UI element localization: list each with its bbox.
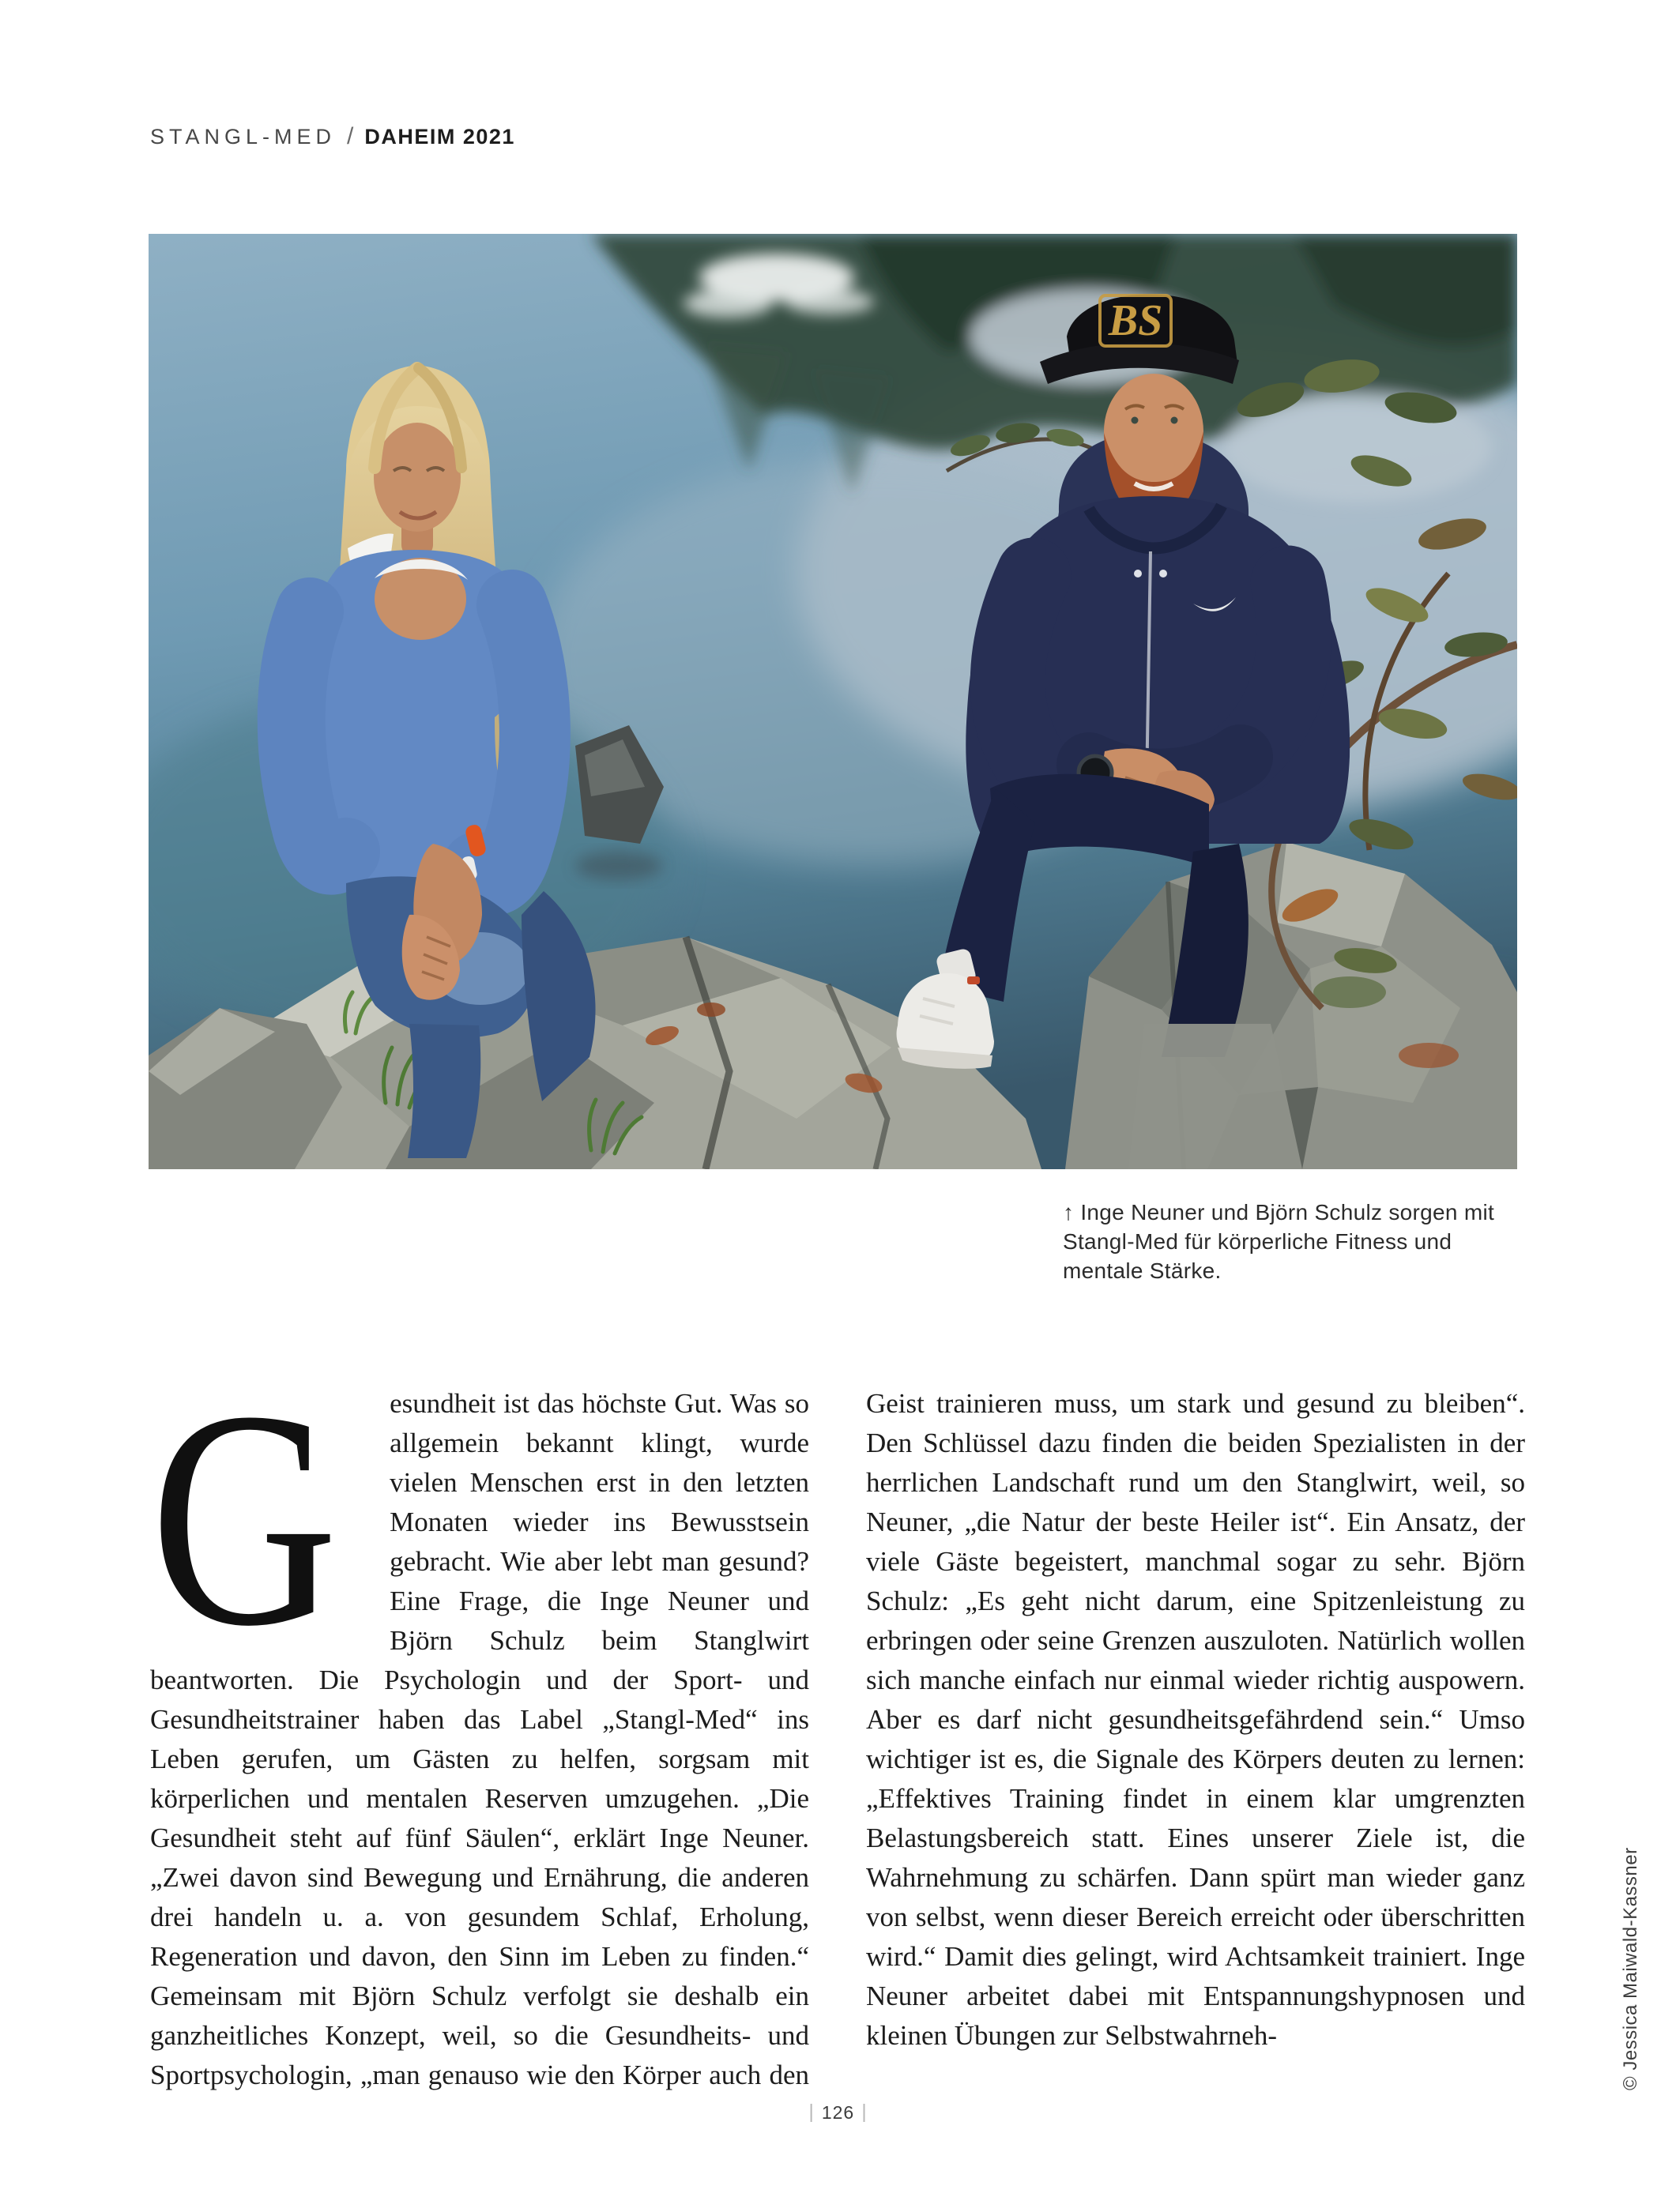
cap-logo: BS	[1108, 296, 1163, 345]
page-number-bar-right: |	[861, 2101, 868, 2123]
photo-caption-text: Inge Neuner und Björn Schulz sorgen mit Stangl-Med für körperliche Fitness und mentale Stärke.	[1063, 1200, 1495, 1283]
page-header	[150, 123, 515, 150]
woman-face	[374, 423, 461, 532]
photo-caption	[1063, 1198, 1537, 1285]
article-text: esundheit ist das höchste Gut. Was so allgemein bekannt klingt, wurde vielen Menschen erst in den letzten Monaten wieder ins Bewusstsein gebracht. Wie aber lebt man gesund? Eine Frage, die Inge Neuner und Björn Schulz beim Stanglwirt beantworten. Die Psychologin und der Sport- und Gesundheitstrainer haben das Label „Stangl-Med“ ins Leben gerufen, um Gästen zu helfen, sorgsam mit körperlichen und mentalen Reserven umzugehen. „Die Gesundheit steht auf fünf Säulen“, erklärt Inge Neuner. „Zwei davon sind Bewegung und Ernährung, die anderen drei handeln u. a. von gesundem Schlaf, Erholung, Regeneration und davon, den Sinn im Leben zu finden.“ Gemeinsam mit Björn Schulz verfolgt sie deshalb ein ganzheitliches Konzept, weil, so die Gesundheits- und Sportpsychologin, „man genauso wie den Körper auch den Geist trainieren muss, um stark und gesund zu bleiben“. Den Schlüssel dazu finden die beiden Spezialisten in der herrlichen Landschaft rund um den Stanglwirt, weil, so Neuner, „die Natur der beste Heiler ist“. Ein Ansatz, der viele Gäste begeistert, manchmal sogar zu sehr. Björn Schulz: „Es geht nicht darum, eine Spitzenleistung zu erbringen oder seine Grenzen auszuloten. Natürlich wollen sich manche einfach nur einmal wieder richtig auspowern. Aber es darf nicht gesundheitsgefährdend sein.“ Umso wichtiger ist es, die Signale des Körpers deuten zu lernen: „Effektives Training findet in einem klar umgrenzten Belastungsbereich statt. Eines unserer Ziele ist, die Wahrnehmung zu schärfen. Dann spürt man wieder ganz von selbst, wenn dieser Bereich erreicht oder überschritten wird.“ Damit dies gelingt, wird Achtsamkeit trainiert. Inge Neuner arbeitet dabei mit Entspannungshypnosen und kleinen Übungen zur Selbstwahrneh-	[150, 1388, 1525, 2090]
caption-arrow-icon: ↑	[1063, 1200, 1075, 1224]
page-number-value: 126	[821, 2102, 855, 2123]
hero-photo-art	[149, 234, 1517, 1169]
photo-credit: © Jessica Maiwald-Kassner	[1620, 1847, 1641, 2090]
drop-cap: G	[150, 1347, 338, 1690]
issue-label: DAHEIM 2021	[364, 125, 515, 149]
header-separator: /	[347, 123, 354, 149]
page-number	[0, 2101, 1676, 2124]
hero-photo	[149, 234, 1517, 1169]
brand-label: STANGL-MED	[150, 125, 337, 149]
article-body	[150, 1347, 1525, 2095]
page-number-bar-left: |	[808, 2101, 815, 2123]
